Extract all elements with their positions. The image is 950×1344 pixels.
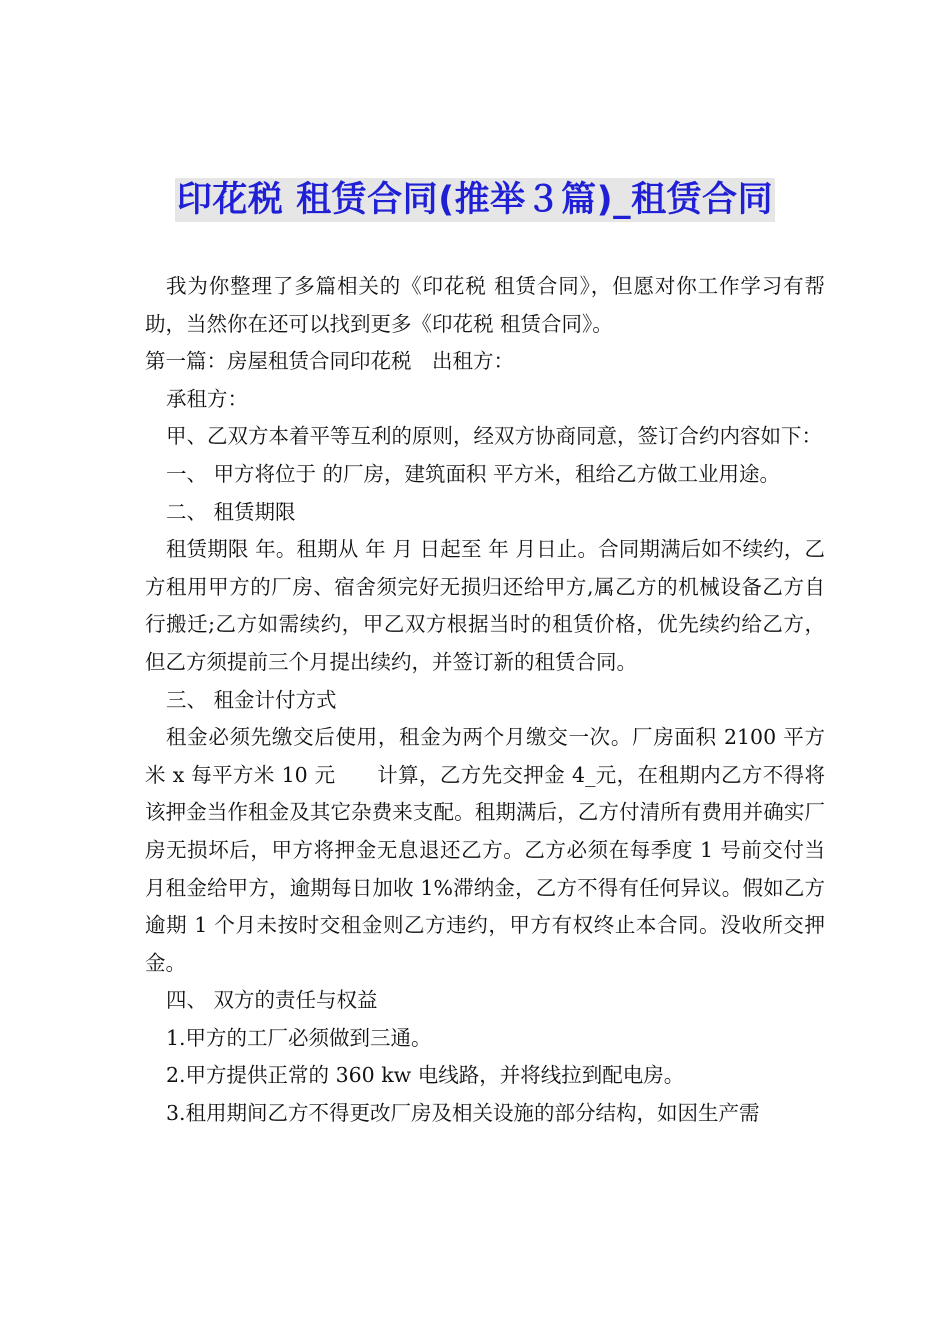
paragraph-lessee: 承租方： — [166, 386, 248, 411]
document-body — [145, 268, 825, 1133]
paragraph-clause-4-heading: 四、 双方的责任与权益 — [166, 988, 378, 1013]
paragraph-clause-2-heading: 二、 租赁期限 — [166, 499, 296, 524]
paragraph-clause-1: 一、 甲方将位于 的厂房，建筑面积 平方米，租给乙方做工业用途。 — [166, 461, 781, 486]
paragraph-item-1: 1.甲方的工厂必须做到三通。 — [166, 1025, 432, 1050]
paragraph-section-one-heading: 第一篇：房屋租赁合同印花税 出租方： — [145, 349, 514, 374]
paragraph-lease-term: 租赁期限 年。租期从 年 月 日起至 年 月日止。合同期满后如不续约，乙方租用甲方的厂房、宿舍须完好无损归还给甲方,属乙方的机械设备乙方自行搬迁;乙方如需续约，甲乙双方根据当时的租赁价格，优先续约给乙方，但乙方须提前三个月提出续约，并签订新的租赁合同。 — [145, 537, 825, 674]
paragraph-item-2: 2.甲方提供正常的 360 kw 电线路，并将线拉到配电房。 — [166, 1063, 685, 1088]
paragraph-item-3: 3.租用期间乙方不得更改厂房及相关设施的部分结构，如因生产需 — [166, 1101, 760, 1126]
paragraph-rent-payment: 租金必须先缴交后使用，租金为两个月缴交一次。厂房面积 2100 平方米 x 每平方米 10 元 计算，乙方先交押金 4_元，在租期内乙方不得将该押金当作租金及其它杂费来支配。租期满后，乙方付清所有费用并确实厂房无损坏后，甲方将押金无息退还乙方。乙方必须在每季度 1 号前交付当月租金给甲方，逾期每日加收 1%滞纳金，乙方不得有任何异议。假如乙方逾期 1 个月未按时交租金则乙方违约，甲方有权终止本合同。没收所交押金。 — [145, 725, 825, 975]
paragraph-clause-3-heading: 三、 租金计付方式 — [166, 687, 337, 712]
paragraph-intro: 我为你整理了多篇相关的《印花税 租赁合同》，但愿对你工作学习有帮助，当然你在还可以找到更多《印花税 租赁合同》。 — [145, 274, 825, 336]
document-title: 印花税 租赁合同(推举３篇)_租赁合同 — [176, 180, 774, 220]
title-container — [0, 178, 950, 222]
paragraph-agreement: 甲、乙双方本着平等互利的原则，经双方协商同意，签订合约内容如下： — [166, 424, 822, 449]
